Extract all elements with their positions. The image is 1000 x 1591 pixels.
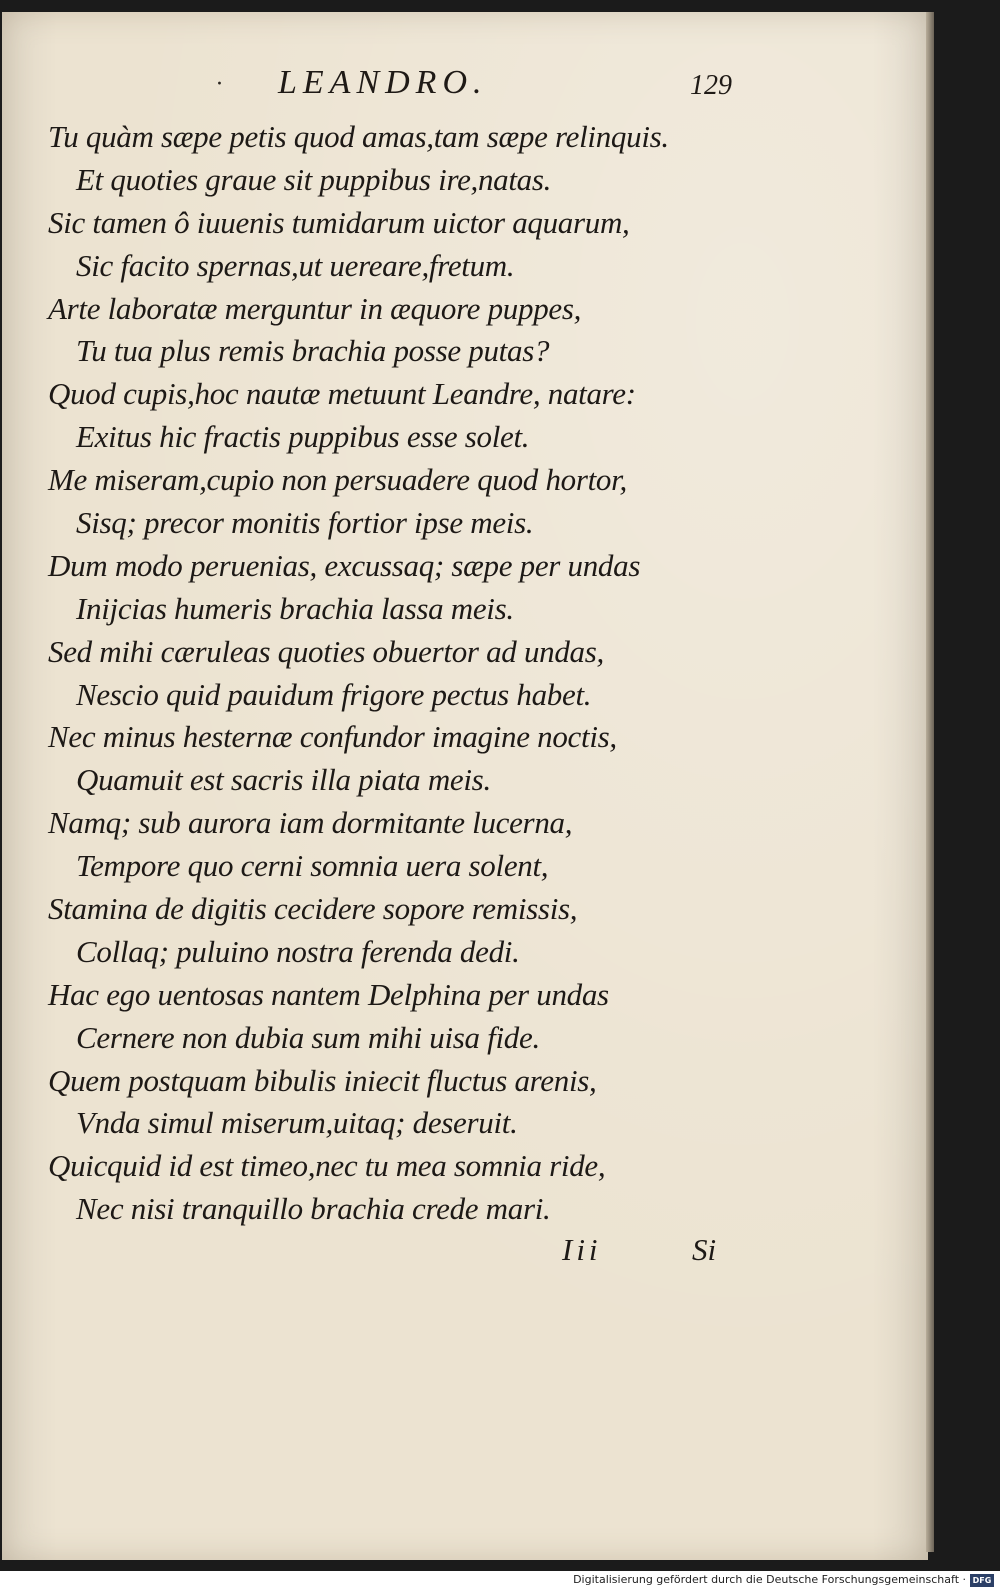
verse-line: Et quoties graue sit puppibus ire,natas.	[76, 161, 552, 197]
verse-line: Quamuit est sacris illa piata meis.	[76, 762, 491, 798]
catchword: Si	[692, 1232, 717, 1267]
signature-mark: Iii	[562, 1232, 602, 1267]
verse-line: Stamina de digitis cecidere sopore remissis,	[48, 891, 578, 927]
credit-bar	[0, 1571, 1000, 1591]
verse-line: Nec minus hesternæ confundor imagine noctis,	[48, 719, 617, 755]
page-footer	[2, 1232, 928, 1276]
credit-text: Digitalisierung gefördert durch die Deutsche Forschungsgemeinschaft ·	[573, 1573, 966, 1586]
running-title: LEANDRO.	[278, 64, 488, 101]
verse-line: Cernere non dubia sum mihi uisa fide.	[76, 1019, 540, 1055]
verse-line: Nec nisi tranquillo brachia crede mari.	[76, 1191, 551, 1227]
verse-line: Collaq; puluino nostra ferenda dedi.	[76, 933, 520, 969]
verse-line: Sic facito spernas,ut uereare,fretum.	[76, 247, 515, 283]
verse-line: Me miseram,cupio non persuadere quod hortor,	[48, 462, 627, 498]
book-page	[2, 12, 928, 1560]
verse-line: Quod cupis,hoc nautæ metuunt Leandre, natare:	[48, 376, 636, 412]
verse-line: Quicquid id est timeo,nec tu mea somnia ride,	[48, 1148, 606, 1184]
verse-line: Hac ego uentosas nantem Delphina per undas	[48, 976, 609, 1012]
verse-line: Namq; sub aurora iam dormitante lucerna,	[48, 805, 573, 841]
verse-line: Inijcias humeris brachia lassa meis.	[76, 590, 514, 626]
page-header	[2, 64, 928, 114]
verse-line: Exitus hic fractis puppibus esse solet.	[76, 419, 530, 455]
verse-line: Arte laboratæ merguntur in æquore puppes,	[48, 290, 582, 326]
verse-block	[2, 116, 928, 1231]
verse-line: Nescio quid pauidum frigore pectus habet.	[76, 676, 592, 712]
page-number: 129	[690, 70, 732, 101]
verse-line: Tempore quo cerni somnia uera solent,	[76, 848, 549, 884]
verse-line: Tu quàm sæpe petis quod amas,tam sæpe relinquis.	[48, 119, 669, 154]
verse-line: Quem postquam bibulis iniecit fluctus arenis,	[48, 1062, 597, 1098]
verse-line: Sed mihi cæruleas quoties obuertor ad undas,	[48, 633, 604, 669]
verse-line: Tu tua plus remis brachia posse putas?	[76, 333, 550, 369]
verse-line: Vnda simul miserum,uitaq; deseruit.	[76, 1105, 518, 1141]
dfg-logo: DFG	[970, 1574, 994, 1587]
verse-line: Sic tamen ô iuuenis tumidarum uictor aquarum,	[48, 204, 630, 240]
verse-line: Sisq; precor monitis fortior ipse meis.	[76, 505, 534, 541]
page-edge	[926, 12, 934, 1552]
header-mark: ·	[216, 72, 223, 97]
verse-line: Dum modo peruenias, excussaq; sæpe per undas	[48, 547, 641, 583]
